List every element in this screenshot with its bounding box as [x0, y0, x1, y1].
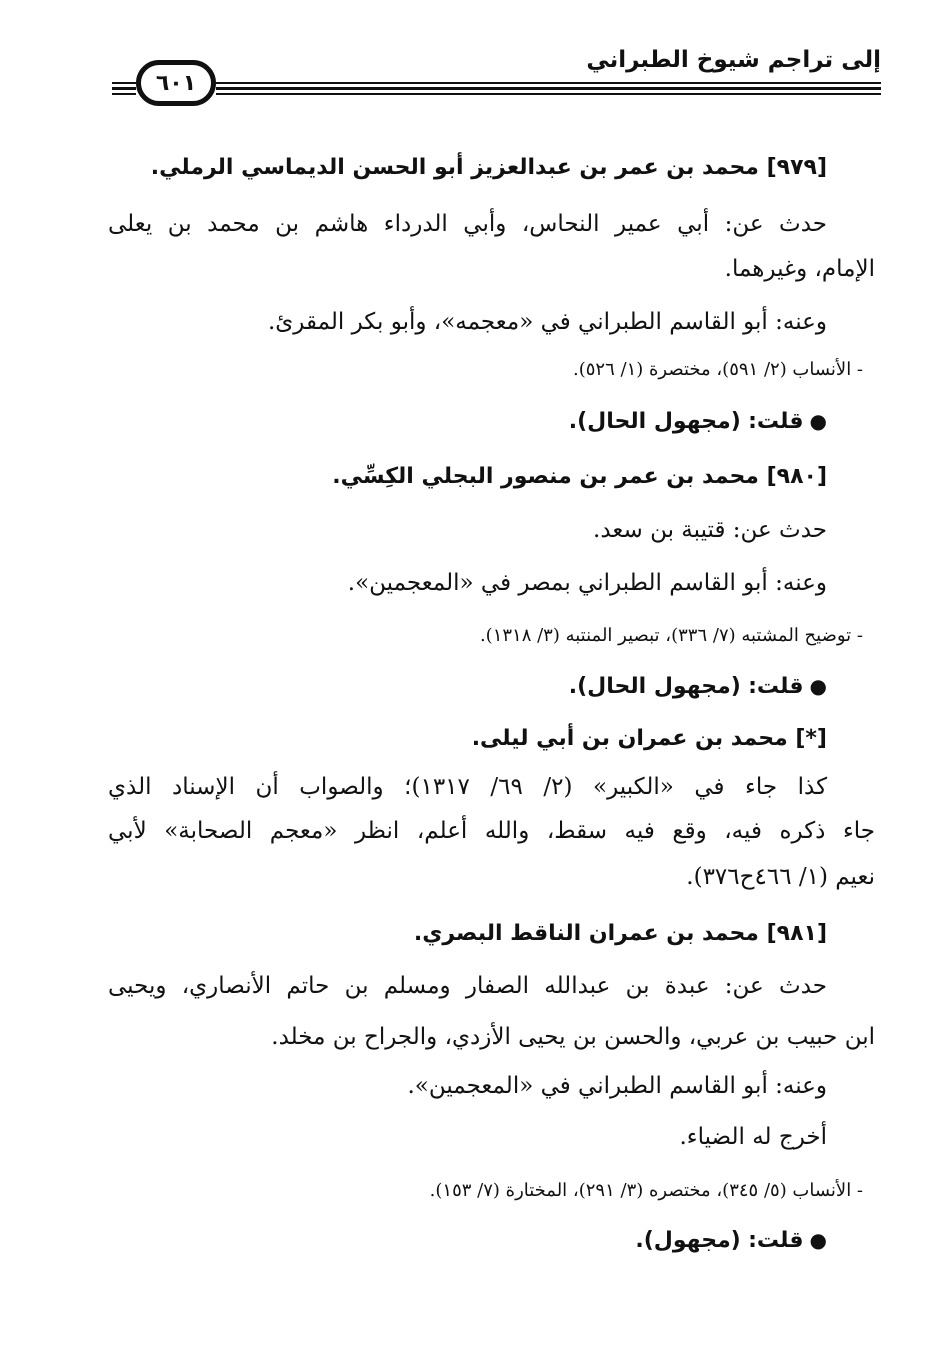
- entry-heading: [*] محمد بن عمران بن أبي ليلى.: [471, 726, 827, 751]
- entry-heading: [٩٨١] محمد بن عمران الناقط البصري.: [413, 921, 827, 946]
- entry-heading: [٩٨٠] محمد بن عمر بن منصور البجلي الكِسِّي.: [332, 464, 827, 489]
- body-line: حدث عن: عبدة بن عبدالله الصفار ومسلم بن حاتم الأنصاري، ويحيى: [108, 973, 827, 999]
- header-rule: [112, 82, 136, 84]
- source-reference: - الأنساب (٥/ ٣٤٥)، مختصره (٣/ ٢٩١)، المختارة (٧/ ١٥٣).: [429, 1180, 863, 1201]
- header-rule: [112, 93, 136, 95]
- entry-heading: [٩٧٩] محمد بن عمر بن عبدالعزيز أبو الحسن الديماسي الرملي.: [150, 155, 827, 180]
- bullet-icon: ●: [809, 409, 827, 433]
- body-line: الإمام، وغيرهما.: [724, 256, 875, 282]
- verdict-label: قلت:: [748, 674, 804, 699]
- verdict-label: قلت:: [748, 1228, 804, 1253]
- bullet-icon: ●: [809, 1228, 827, 1252]
- source-reference: - الأنساب (٢/ ٥٩١)، مختصرة (١/ ٥٢٦).: [573, 359, 863, 380]
- verdict-line: [635, 1224, 827, 1257]
- verdict-line: [569, 670, 827, 703]
- body-line: ابن حبيب بن عربي، والحسن بن يحيى الأزدي، والجراح بن مخلد.: [271, 1024, 875, 1050]
- body-line: وعنه: أبو القاسم الطبراني في «معجمه»، وأبو بكر المقرئ.: [267, 309, 827, 335]
- header-rule: [216, 82, 881, 84]
- running-title: إلى تراجم شيوخ الطبراني: [586, 47, 881, 73]
- verdict-text: (مجهول الحال).: [568, 409, 741, 434]
- verdict-text: (مجهول).: [635, 1228, 741, 1253]
- header-rule: [216, 93, 881, 95]
- verdict-label: قلت:: [748, 409, 804, 434]
- body-line: وعنه: أبو القاسم الطبراني في «المعجمين».: [407, 1073, 827, 1099]
- page-number: ٦٠١: [136, 60, 216, 106]
- body-line: وعنه: أبو القاسم الطبراني بمصر في «المعجمين».: [347, 570, 827, 596]
- bullet-icon: ●: [809, 674, 827, 698]
- header-rule: [216, 87, 881, 90]
- body-line: كذا جاء في «الكبير» (٢/ ٦٩/ ١٣١٧)؛ والصواب أن الإسناد الذي: [108, 774, 828, 800]
- body-line: نعيم (١/ ٤٦٦ح٣٧٦).: [686, 864, 875, 890]
- body-line: حدث عن: قتيبة بن سعد.: [593, 517, 827, 543]
- body-line: أخرج له الضياء.: [679, 1124, 827, 1150]
- body-line: جاء ذكره فيه، وقع فيه سقط، والله أعلم، انظر «معجم الصحابة» لأبي: [108, 818, 875, 844]
- header-rule: [112, 87, 136, 90]
- verdict-text: (مجهول الحال).: [568, 674, 741, 699]
- verdict-line: [569, 405, 827, 438]
- source-reference: - توضيح المشتبه (٧/ ٣٣٦)، تبصير المنتبه (٣/ ١٣١٨).: [479, 625, 863, 646]
- body-line: حدث عن: أبي عمير النحاس، وأبي الدرداء هاشم بن محمد بن يعلى: [108, 211, 827, 237]
